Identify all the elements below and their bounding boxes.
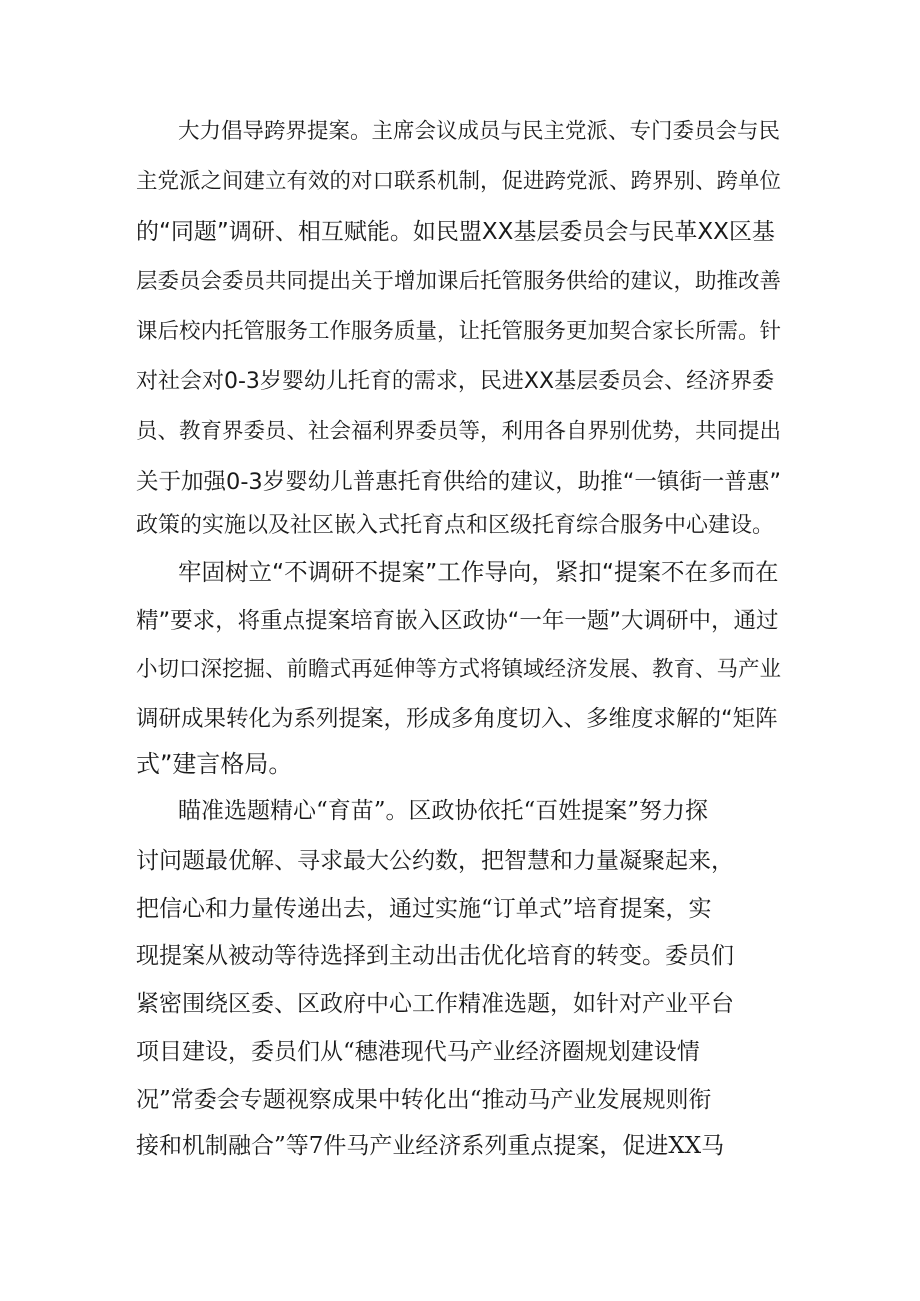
paragraph-line: 讨问题最优解、寻求最大公约数，把智慧和力量凝聚起来， <box>136 848 734 874</box>
paragraph-line: 小切口深挖掘、前瞻式再延伸等方式将镇域经济发展、教育、马产业 <box>136 657 782 682</box>
paragraph-line: 瞄准选题精心“育苗”。区政协依托“百姓提案”努力探 <box>178 798 709 824</box>
paragraph-line: 对社会对0-3岁婴幼儿托育的需求，民进XX基层委员会、经济界委 <box>136 369 775 394</box>
paragraph-line: 大力倡导跨界提案。主席会议成员与民主党派、专门委员会与民 <box>178 119 781 144</box>
paragraph-line: 的“同题”调研、相互赋能。如民盟XX基层委员会与民革XX区基 <box>136 219 775 245</box>
paragraph-line: 接和机制融合”等7件马产业经济系列重点提案，促进XX马 <box>136 1133 725 1159</box>
paragraph-line: 关于加强0-3岁婴幼儿普惠托育供给的建议，助推“一镇街一普惠” <box>136 469 782 495</box>
paragraph-line: 现提案从被动等待选择到主动出击优化培育的转变。委员们 <box>136 943 734 969</box>
paragraph-line: 调研成果转化为系列提案，形成多角度切入、多维度求解的“矩阵 <box>136 706 778 732</box>
paragraph-line: 课后校内托管服务工作服务质量，让托管服务更加契合家长所需。针 <box>136 319 782 344</box>
paragraph-line: 层委员会委员共同提出关于增加课后托管服务供给的建议，助推改善 <box>136 269 782 294</box>
paragraph-line: 式”建言格局。 <box>136 750 293 778</box>
paragraph-line: 员、教育界委员、社会福利界委员等，利用各自界别优势，共同提出 <box>136 419 782 444</box>
paragraph-line: 把信心和力量传递出去，通过实施“订单式”培育提案，实 <box>136 896 712 922</box>
paragraph-line: 紧密围绕区委、区政府中心工作精准选题，如针对产业平台 <box>136 991 734 1017</box>
paragraph-line: 牢固树立“不调研不提案”工作导向，紧扣“提案不在多而在 <box>178 558 779 586</box>
paragraph-line: 主党派之间建立有效的对口联系机制，促进跨党派、跨界别、跨单位 <box>136 169 782 194</box>
paragraph-line: 政策的实施以及社区嵌入式托育点和区级托育综合服务中心建设。 <box>136 513 775 538</box>
paragraph-line: 项目建设，委员们从“穗港现代马产业经济圈规划建设情 <box>136 1039 700 1065</box>
paragraph-line: 精”要求，将重点提案培育嵌入区政协“一年一题”大调研中，通过 <box>136 608 779 634</box>
paragraph-line: 况”常委会专题视察成果中转化出“推动马产业发展规则衔 <box>136 1087 712 1113</box>
